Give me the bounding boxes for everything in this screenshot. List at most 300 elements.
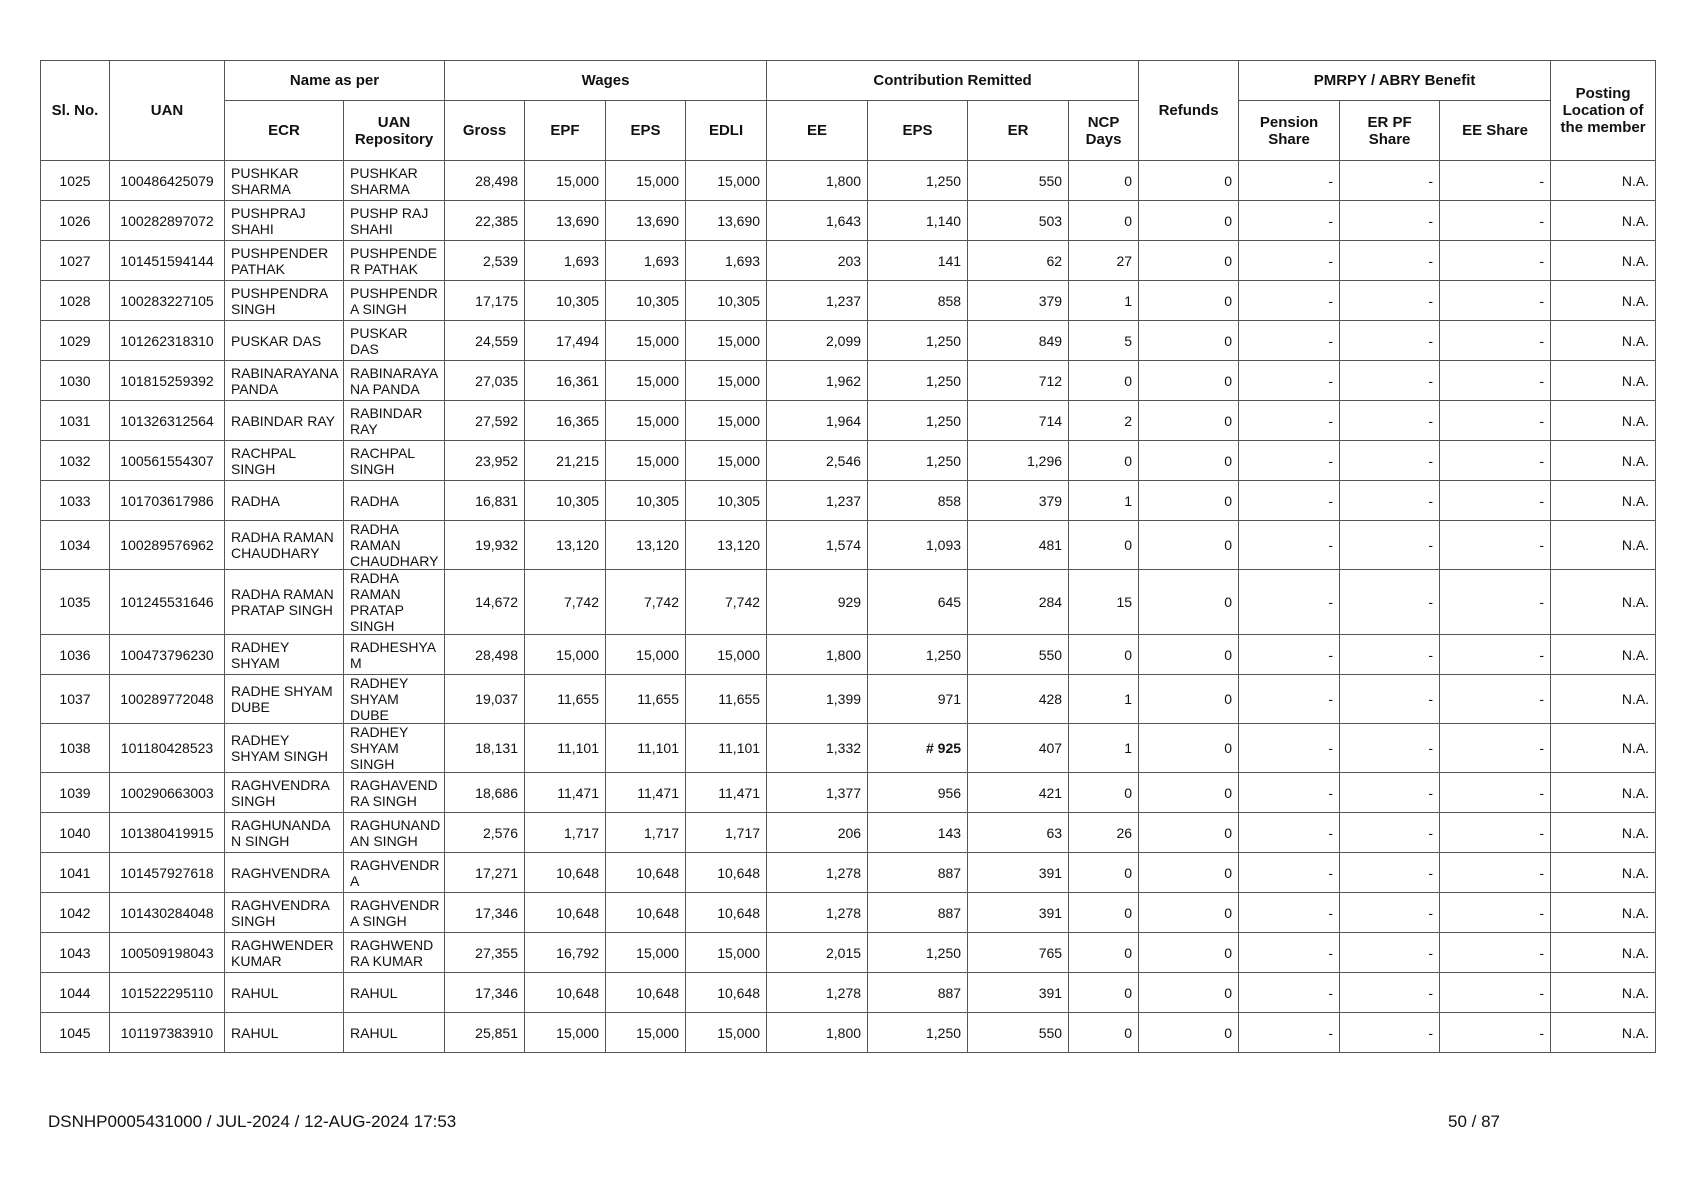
- cell-eps: 11,655: [606, 675, 686, 724]
- cell-er: 391: [968, 893, 1069, 933]
- cell-ee: 2,099: [767, 321, 868, 361]
- cell-posting-location: N.A.: [1551, 521, 1656, 570]
- cell-er: 849: [968, 321, 1069, 361]
- cell-contribution-eps: 956: [868, 773, 968, 813]
- cell-uan: 100509198043: [110, 933, 225, 973]
- cell-er-pf-share: -: [1340, 973, 1440, 1013]
- cell-edli: 10,648: [686, 893, 767, 933]
- cell-sl-no: 1042: [41, 893, 110, 933]
- cell-gross: 16,831: [445, 481, 525, 521]
- table-row: [41, 724, 1656, 773]
- cell-eps: 10,305: [606, 481, 686, 521]
- table-row: [41, 241, 1656, 281]
- cell-eps: 1,717: [606, 813, 686, 853]
- table-row: [41, 481, 1656, 521]
- cell-contribution-eps: 1,250: [868, 161, 968, 201]
- cell-eps: 15,000: [606, 321, 686, 361]
- cell-contribution-eps: # 925: [868, 724, 968, 773]
- cell-ee-share: -: [1440, 724, 1551, 773]
- cell-refunds: 0: [1139, 813, 1239, 853]
- cell-ncp-days: 0: [1069, 773, 1139, 813]
- header-edli: EDLI: [686, 101, 767, 161]
- cell-contribution-eps: 887: [868, 893, 968, 933]
- cell-eps: 11,471: [606, 773, 686, 813]
- cell-refunds: 0: [1139, 773, 1239, 813]
- cell-er-pf-share: -: [1340, 635, 1440, 675]
- cell-gross: 28,498: [445, 635, 525, 675]
- cell-sl-no: 1044: [41, 973, 110, 1013]
- cell-edli: 15,000: [686, 635, 767, 675]
- cell-gross: 22,385: [445, 201, 525, 241]
- cell-ee: 203: [767, 241, 868, 281]
- cell-refunds: 0: [1139, 724, 1239, 773]
- cell-uan-repository-name: RAHUL: [344, 1013, 445, 1053]
- cell-posting-location: N.A.: [1551, 481, 1656, 521]
- cell-uan-repository-name: RAGHVENDR A: [344, 853, 445, 893]
- cell-posting-location: N.A.: [1551, 973, 1656, 1013]
- cell-posting-location: N.A.: [1551, 635, 1656, 675]
- cell-uan: 101380419915: [110, 813, 225, 853]
- cell-er-pf-share: -: [1340, 813, 1440, 853]
- cell-posting-location: N.A.: [1551, 161, 1656, 201]
- header-posting-location: Posting Location of the member: [1551, 61, 1656, 161]
- cell-ee: 1,800: [767, 635, 868, 675]
- cell-pension-share: -: [1239, 201, 1340, 241]
- cell-er-pf-share: -: [1340, 161, 1440, 201]
- cell-uan: 101245531646: [110, 570, 225, 635]
- cell-sl-no: 1034: [41, 521, 110, 570]
- cell-posting-location: N.A.: [1551, 1013, 1656, 1053]
- cell-refunds: 0: [1139, 1013, 1239, 1053]
- table-row: [41, 281, 1656, 321]
- cell-er-pf-share: -: [1340, 401, 1440, 441]
- header-refunds: Refunds: [1139, 61, 1239, 161]
- cell-posting-location: N.A.: [1551, 361, 1656, 401]
- cell-ee-share: -: [1440, 521, 1551, 570]
- cell-ncp-days: 1: [1069, 481, 1139, 521]
- cell-posting-location: N.A.: [1551, 853, 1656, 893]
- cell-ee: 1,278: [767, 973, 868, 1013]
- cell-edli: 13,120: [686, 521, 767, 570]
- cell-contribution-eps: 645: [868, 570, 968, 635]
- cell-refunds: 0: [1139, 933, 1239, 973]
- cell-ncp-days: 0: [1069, 635, 1139, 675]
- cell-ecr-name: RADHE SHYAM DUBE: [225, 675, 344, 724]
- cell-refunds: 0: [1139, 281, 1239, 321]
- cell-epf: 10,648: [525, 973, 606, 1013]
- cell-contribution-eps: 1,250: [868, 933, 968, 973]
- cell-uan-repository-name: PUSHP RAJ SHAHI: [344, 201, 445, 241]
- cell-er: 714: [968, 401, 1069, 441]
- cell-sl-no: 1030: [41, 361, 110, 401]
- cell-gross: 17,346: [445, 893, 525, 933]
- cell-ncp-days: 15: [1069, 570, 1139, 635]
- cell-uan-repository-name: PUSHPENDR A SINGH: [344, 281, 445, 321]
- cell-ncp-days: 1: [1069, 281, 1139, 321]
- cell-uan-repository-name: RADHESHYA M: [344, 635, 445, 675]
- cell-ee: 206: [767, 813, 868, 853]
- cell-uan-repository-name: RAHUL: [344, 973, 445, 1013]
- cell-uan: 100561554307: [110, 441, 225, 481]
- header-wages: Wages: [445, 61, 767, 101]
- cell-eps: 15,000: [606, 1013, 686, 1053]
- cell-posting-location: N.A.: [1551, 570, 1656, 635]
- cell-refunds: 0: [1139, 675, 1239, 724]
- cell-uan: 101522295110: [110, 973, 225, 1013]
- ecr-contribution-table: [40, 60, 1656, 1053]
- cell-pension-share: -: [1239, 321, 1340, 361]
- header-pension-share: Pension Share: [1239, 101, 1340, 161]
- cell-sl-no: 1036: [41, 635, 110, 675]
- cell-edli: 11,471: [686, 773, 767, 813]
- cell-epf: 10,648: [525, 853, 606, 893]
- cell-epf: 11,655: [525, 675, 606, 724]
- table-body: [41, 161, 1656, 1053]
- cell-contribution-eps: 1,140: [868, 201, 968, 241]
- cell-ecr-name: RADHEY SHYAM SINGH: [225, 724, 344, 773]
- cell-er-pf-share: -: [1340, 241, 1440, 281]
- cell-er: 428: [968, 675, 1069, 724]
- cell-refunds: 0: [1139, 635, 1239, 675]
- cell-er: 550: [968, 635, 1069, 675]
- header-ee: EE: [767, 101, 868, 161]
- cell-uan: 100290663003: [110, 773, 225, 813]
- table-row: [41, 635, 1656, 675]
- cell-uan: 101457927618: [110, 853, 225, 893]
- cell-gross: 28,498: [445, 161, 525, 201]
- cell-epf: 15,000: [525, 161, 606, 201]
- cell-sl-no: 1026: [41, 201, 110, 241]
- cell-epf: 11,471: [525, 773, 606, 813]
- cell-er: 712: [968, 361, 1069, 401]
- cell-eps: 15,000: [606, 401, 686, 441]
- cell-er-pf-share: -: [1340, 570, 1440, 635]
- header-sl-no: Sl. No.: [41, 61, 110, 161]
- cell-edli: 7,742: [686, 570, 767, 635]
- table-row: [41, 1013, 1656, 1053]
- cell-gross: 19,932: [445, 521, 525, 570]
- cell-epf: 11,101: [525, 724, 606, 773]
- cell-ncp-days: 0: [1069, 933, 1139, 973]
- cell-edli: 11,101: [686, 724, 767, 773]
- cell-gross: 19,037: [445, 675, 525, 724]
- cell-pension-share: -: [1239, 481, 1340, 521]
- cell-er-pf-share: -: [1340, 441, 1440, 481]
- cell-posting-location: N.A.: [1551, 201, 1656, 241]
- cell-refunds: 0: [1139, 361, 1239, 401]
- cell-ee: 1,800: [767, 161, 868, 201]
- cell-ee: 1,237: [767, 281, 868, 321]
- cell-er-pf-share: -: [1340, 724, 1440, 773]
- cell-er-pf-share: -: [1340, 361, 1440, 401]
- cell-edli: 15,000: [686, 933, 767, 973]
- cell-refunds: 0: [1139, 401, 1239, 441]
- cell-uan-repository-name: RACHPAL SINGH: [344, 441, 445, 481]
- table-row: [41, 893, 1656, 933]
- cell-ee: 2,546: [767, 441, 868, 481]
- header-ecr: ECR: [225, 101, 344, 161]
- table-row: [41, 441, 1656, 481]
- cell-uan: 100289772048: [110, 675, 225, 724]
- header-er: ER: [968, 101, 1069, 161]
- cell-gross: 2,576: [445, 813, 525, 853]
- cell-contribution-eps: 1,250: [868, 321, 968, 361]
- cell-uan-repository-name: PUSKAR DAS: [344, 321, 445, 361]
- cell-ee: 1,237: [767, 481, 868, 521]
- cell-edli: 1,717: [686, 813, 767, 853]
- cell-eps: 13,120: [606, 521, 686, 570]
- cell-uan-repository-name: PUSHPENDE R PATHAK: [344, 241, 445, 281]
- cell-ecr-name: PUSKAR DAS: [225, 321, 344, 361]
- cell-uan: 101703617986: [110, 481, 225, 521]
- cell-ecr-name: RAGHVENDRA SINGH: [225, 773, 344, 813]
- cell-edli: 11,655: [686, 675, 767, 724]
- cell-eps: 1,693: [606, 241, 686, 281]
- cell-ee-share: -: [1440, 361, 1551, 401]
- cell-sl-no: 1039: [41, 773, 110, 813]
- cell-uan: 100486425079: [110, 161, 225, 201]
- cell-ee: 1,962: [767, 361, 868, 401]
- cell-ee-share: -: [1440, 570, 1551, 635]
- cell-pension-share: -: [1239, 161, 1340, 201]
- cell-eps: 15,000: [606, 361, 686, 401]
- cell-contribution-eps: 1,250: [868, 441, 968, 481]
- cell-gross: 2,539: [445, 241, 525, 281]
- cell-posting-location: N.A.: [1551, 441, 1656, 481]
- cell-edli: 13,690: [686, 201, 767, 241]
- cell-pension-share: -: [1239, 401, 1340, 441]
- cell-eps: 15,000: [606, 441, 686, 481]
- cell-refunds: 0: [1139, 441, 1239, 481]
- table-row: [41, 321, 1656, 361]
- table-row: [41, 675, 1656, 724]
- cell-ee: 1,800: [767, 1013, 868, 1053]
- cell-refunds: 0: [1139, 973, 1239, 1013]
- cell-er: 503: [968, 201, 1069, 241]
- cell-pension-share: -: [1239, 361, 1340, 401]
- cell-er: 63: [968, 813, 1069, 853]
- cell-sl-no: 1041: [41, 853, 110, 893]
- header-epf: EPF: [525, 101, 606, 161]
- cell-sl-no: 1037: [41, 675, 110, 724]
- cell-epf: 17,494: [525, 321, 606, 361]
- cell-uan: 100283227105: [110, 281, 225, 321]
- cell-epf: 13,120: [525, 521, 606, 570]
- cell-eps: 10,648: [606, 973, 686, 1013]
- table-row: [41, 813, 1656, 853]
- header-name-as-per: Name as per: [225, 61, 445, 101]
- cell-er-pf-share: -: [1340, 321, 1440, 361]
- cell-posting-location: N.A.: [1551, 321, 1656, 361]
- header-pmrpy-abry: PMRPY / ABRY Benefit: [1239, 61, 1551, 101]
- cell-posting-location: N.A.: [1551, 813, 1656, 853]
- cell-sl-no: 1029: [41, 321, 110, 361]
- cell-er-pf-share: -: [1340, 773, 1440, 813]
- cell-refunds: 0: [1139, 570, 1239, 635]
- cell-uan: 101451594144: [110, 241, 225, 281]
- cell-er-pf-share: -: [1340, 893, 1440, 933]
- cell-refunds: 0: [1139, 161, 1239, 201]
- cell-uan-repository-name: RADHA RAMAN PRATAP SINGH: [344, 570, 445, 635]
- cell-ncp-days: 0: [1069, 361, 1139, 401]
- cell-edli: 10,648: [686, 853, 767, 893]
- cell-epf: 13,690: [525, 201, 606, 241]
- footer-reference: DSNHP0005431000 / JUL-2024 / 12-AUG-2024 17:53: [48, 1112, 457, 1131]
- cell-er-pf-share: -: [1340, 281, 1440, 321]
- cell-sl-no: 1032: [41, 441, 110, 481]
- table-row: [41, 521, 1656, 570]
- cell-refunds: 0: [1139, 201, 1239, 241]
- cell-contribution-eps: 1,250: [868, 361, 968, 401]
- table-row: [41, 973, 1656, 1013]
- table-row: [41, 201, 1656, 241]
- cell-sl-no: 1043: [41, 933, 110, 973]
- cell-epf: 16,365: [525, 401, 606, 441]
- cell-er-pf-share: -: [1340, 521, 1440, 570]
- cell-pension-share: -: [1239, 570, 1340, 635]
- cell-gross: 18,131: [445, 724, 525, 773]
- cell-edli: 15,000: [686, 401, 767, 441]
- cell-contribution-eps: 1,250: [868, 401, 968, 441]
- cell-pension-share: -: [1239, 441, 1340, 481]
- cell-epf: 7,742: [525, 570, 606, 635]
- cell-pension-share: -: [1239, 241, 1340, 281]
- cell-gross: 24,559: [445, 321, 525, 361]
- cell-uan-repository-name: PUSHKAR SHARMA: [344, 161, 445, 201]
- cell-edli: 10,305: [686, 281, 767, 321]
- cell-ee: 1,377: [767, 773, 868, 813]
- cell-refunds: 0: [1139, 481, 1239, 521]
- cell-ee: 1,278: [767, 853, 868, 893]
- cell-edli: 15,000: [686, 361, 767, 401]
- cell-contribution-eps: 141: [868, 241, 968, 281]
- cell-uan-repository-name: RADHEY SHYAM DUBE: [344, 675, 445, 724]
- cell-ee-share: -: [1440, 675, 1551, 724]
- cell-er-pf-share: -: [1340, 853, 1440, 893]
- page-number: 50 / 87: [1448, 1112, 1500, 1131]
- table-row: [41, 361, 1656, 401]
- cell-epf: 10,305: [525, 481, 606, 521]
- cell-ee: 1,964: [767, 401, 868, 441]
- cell-eps: 15,000: [606, 161, 686, 201]
- cell-ee-share: -: [1440, 441, 1551, 481]
- cell-er-pf-share: -: [1340, 1013, 1440, 1053]
- cell-ncp-days: 0: [1069, 201, 1139, 241]
- cell-ncp-days: 0: [1069, 441, 1139, 481]
- cell-sl-no: 1035: [41, 570, 110, 635]
- cell-pension-share: -: [1239, 724, 1340, 773]
- header-ee-share: EE Share: [1440, 101, 1551, 161]
- header-er-pf-share: ER PF Share: [1340, 101, 1440, 161]
- cell-ecr-name: PUSHPENDRA SINGH: [225, 281, 344, 321]
- cell-eps: 13,690: [606, 201, 686, 241]
- cell-epf: 1,717: [525, 813, 606, 853]
- header-uan-repository: UAN Repository: [344, 101, 445, 161]
- cell-posting-location: N.A.: [1551, 893, 1656, 933]
- cell-er: 284: [968, 570, 1069, 635]
- cell-pension-share: -: [1239, 933, 1340, 973]
- cell-ee: 2,015: [767, 933, 868, 973]
- cell-ee-share: -: [1440, 773, 1551, 813]
- cell-sl-no: 1040: [41, 813, 110, 853]
- header-contribution-eps: EPS: [868, 101, 968, 161]
- cell-sl-no: 1033: [41, 481, 110, 521]
- cell-ecr-name: RAHUL: [225, 1013, 344, 1053]
- cell-uan-repository-name: RADHEY SHYAM SINGH: [344, 724, 445, 773]
- cell-gross: 27,592: [445, 401, 525, 441]
- cell-contribution-eps: 887: [868, 853, 968, 893]
- cell-ecr-name: RAGHUNANDA N SINGH: [225, 813, 344, 853]
- cell-uan-repository-name: RABINARAYA NA PANDA: [344, 361, 445, 401]
- cell-ee-share: -: [1440, 1013, 1551, 1053]
- cell-ee-share: -: [1440, 281, 1551, 321]
- cell-ee-share: -: [1440, 401, 1551, 441]
- cell-posting-location: N.A.: [1551, 773, 1656, 813]
- cell-ecr-name: RADHA: [225, 481, 344, 521]
- cell-ncp-days: 27: [1069, 241, 1139, 281]
- cell-ncp-days: 2: [1069, 401, 1139, 441]
- cell-uan-repository-name: RADHA: [344, 481, 445, 521]
- cell-ecr-name: RAHUL: [225, 973, 344, 1013]
- cell-pension-share: -: [1239, 675, 1340, 724]
- cell-uan: 101180428523: [110, 724, 225, 773]
- cell-er: 391: [968, 973, 1069, 1013]
- cell-ncp-days: 1: [1069, 675, 1139, 724]
- cell-pension-share: -: [1239, 281, 1340, 321]
- cell-gross: 25,851: [445, 1013, 525, 1053]
- cell-eps: 10,648: [606, 893, 686, 933]
- cell-posting-location: N.A.: [1551, 675, 1656, 724]
- cell-ee-share: -: [1440, 161, 1551, 201]
- cell-ee-share: -: [1440, 321, 1551, 361]
- cell-contribution-eps: 1,250: [868, 1013, 968, 1053]
- cell-ee-share: -: [1440, 893, 1551, 933]
- header-eps: EPS: [606, 101, 686, 161]
- cell-gross: 17,271: [445, 853, 525, 893]
- cell-epf: 1,693: [525, 241, 606, 281]
- cell-ecr-name: RACHPAL SINGH: [225, 441, 344, 481]
- cell-ncp-days: 1: [1069, 724, 1139, 773]
- cell-gross: 18,686: [445, 773, 525, 813]
- cell-uan-repository-name: RAGHVENDR A SINGH: [344, 893, 445, 933]
- cell-ncp-days: 0: [1069, 1013, 1139, 1053]
- cell-uan: 101815259392: [110, 361, 225, 401]
- table-row: [41, 401, 1656, 441]
- cell-ncp-days: 0: [1069, 893, 1139, 933]
- table-row: [41, 933, 1656, 973]
- cell-epf: 15,000: [525, 1013, 606, 1053]
- cell-ecr-name: PUSHPRAJ SHAHI: [225, 201, 344, 241]
- cell-sl-no: 1028: [41, 281, 110, 321]
- header-contribution-remitted: Contribution Remitted: [767, 61, 1139, 101]
- cell-uan-repository-name: RADHA RAMAN CHAUDHARY: [344, 521, 445, 570]
- cell-gross: 17,175: [445, 281, 525, 321]
- cell-gross: 23,952: [445, 441, 525, 481]
- cell-pension-share: -: [1239, 973, 1340, 1013]
- cell-sl-no: 1031: [41, 401, 110, 441]
- cell-ee: 1,332: [767, 724, 868, 773]
- cell-er: 379: [968, 481, 1069, 521]
- cell-uan-repository-name: RAGHWEND RA KUMAR: [344, 933, 445, 973]
- header-ncp-days: NCP Days: [1069, 101, 1139, 161]
- cell-ecr-name: RABINARAYANA PANDA: [225, 361, 344, 401]
- header-gross: Gross: [445, 101, 525, 161]
- cell-er: 407: [968, 724, 1069, 773]
- cell-ecr-name: RAGHVENDRA SINGH: [225, 893, 344, 933]
- cell-contribution-eps: 858: [868, 281, 968, 321]
- cell-pension-share: -: [1239, 1013, 1340, 1053]
- table-row: [41, 853, 1656, 893]
